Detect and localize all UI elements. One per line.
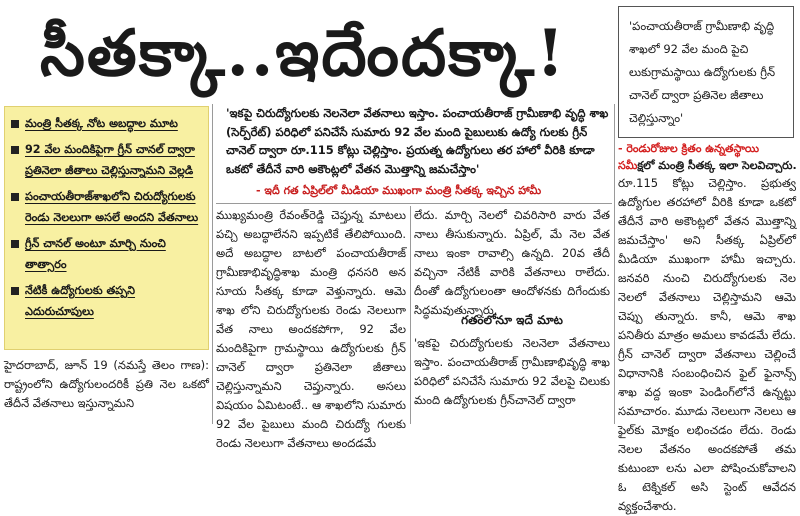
column-divider bbox=[614, 104, 615, 424]
highlight-item bbox=[9, 113, 202, 134]
highlight-item bbox=[9, 233, 202, 275]
intro-quote-text: 'ఇకపై చిరుద్యోగులకు నెలనెలా వేతనాలు ఇస్తాం. పంచాయతీరాజ్ గ్రామీణాభి వృద్ధి శాఖ (సెర్ప్‌రేట్) పరిధిలో పనిచేసే సుమారు 92 వేల మంది పైబులుకు ఉద్యో గులకు గ్రీన్ చానెల్ ద్వారా రూ.115 కోట్లు చెల్లిస్తాం. ప్రయత్న ఉద్యోగులు తర హాలో వీరికి కూడా ఒకటో తేదీనే వారి అకౌంట్లలో వేతన మొత్తాన్ని జమచేస్తాం' bbox=[226, 106, 609, 176]
square-bullet-icon bbox=[11, 240, 19, 248]
pull-quote-caption bbox=[618, 140, 798, 174]
intro-quote bbox=[216, 104, 612, 202]
section-subhead: గతంలోనూ ఇదే మాట bbox=[461, 313, 563, 327]
column-divider bbox=[410, 206, 411, 424]
highlight-text: నేటికీ ఉద్యోగులకు తప్పని ఎదురుచూపులు bbox=[25, 284, 136, 318]
pull-quote-caption-lead: - రెండురోజుల క్రితం ఉన్నతస్థాయి సమీ bbox=[618, 142, 760, 172]
pull-quote-text: 'పంచాయతీరాజ్ గ్రామీణాభి వృద్ధి శాఖలో 92 వేల మంది పైచి లుకుగ్రామస్థాయి ఉద్యోగులకు గ్రీన్ చానెల్ ద్వారా ప్రతినెల జీతాలు చెల్లిస్తున్నాం' bbox=[629, 19, 776, 125]
pull-quote-caption-rest: క్షలో మంత్రి సీతక్క ఇలా సెలవిచ్చారు. bbox=[637, 159, 797, 172]
body-column-1: ముఖ్యమంత్రి రేవంత్‌రెడ్డి చెప్తున్న మాటలు పచ్చి అబద్ధాలేనని ఇప్పటికే తేలిపోయింది. అదే అబద్ధాల బాటలో పంచాయతీరాజ్ గ్రామీణాభివృద్ధిశాఖ మంత్రి ధనసరి అన సూయ సీతక్క కూడా వెళ్తున్నారు. ఆమె శాఖ లోని చిరుద్యోగులకు రెండు నెలలుగా వేత నాలు అందకపోగా, 92 వేల మందికిపైగా గ్రామస్థాయి ఉద్యోగులకు గ్రీన్ చానెల్ ద్వారా ప్రతినెలా జీతాలు చెల్లిస్తున్నామని చెప్తున్నారు. అసలు విషయం ఏమిటంటే.. ఆ శాఖలోని సుమారు 92 వేల పైబులు మంది చిరుద్యో గులకు రెండు నెలలుగా వేతనాలు అందడమే bbox=[216, 208, 406, 450]
headline: సీతక్కా..ఇదేందక్కా! bbox=[40, 16, 567, 91]
highlight-item bbox=[9, 280, 202, 322]
square-bullet-icon bbox=[11, 287, 19, 295]
square-bullet-icon bbox=[11, 193, 19, 201]
body-column-2: లేదు. మార్చి నెలలో చివరిసారి వారు వేత నాలు తీసుకున్నారు. ఏప్రిల్, మే నెల వేత నాలు ఇంకా రావాల్సి ఉన్నది. 20వ తేదీ వచ్చినా నేటికీ వారికి వేతనాలు రాలేదు. దీంతో ఉద్యోగులంతా ఆందోళనకు దిగేందుకు సిద్ధమవుతున్నారు. bbox=[414, 208, 610, 317]
section-divider bbox=[216, 203, 612, 204]
body-column-2-continued: 'ఇకపై చిరుద్యోగులకు నెలనెలా వేతనాలు ఇస్తాం. పంచాయతీరాజ్ గ్రామీణాభివృద్ధి శాఖ పరిధిలో పనిచేసే సుమారు 92 వేలపై చిలుకు మంది ఉద్యోగులకు గ్రీన్‌చానెల్ ద్వారా bbox=[414, 336, 610, 407]
highlight-text: 92 వేల మందికిపైగా గ్రీన్ చానల్ ద్వారా ప్రతినెలా జీతాలు చెల్లిస్తున్నామని వెల్లడి bbox=[25, 143, 195, 177]
highlights-list bbox=[9, 113, 202, 322]
column-divider bbox=[212, 104, 213, 424]
dateline-paragraph: హైదరాబాద్, జూన్ 19 (నమస్తే తెలం గాణ): రాష్ట్రంలోని ఉద్యోగులందరికీ ప్రతి నెల ఒకటో తేదీనే వేతనాలు ఇస్తున్నామని bbox=[4, 358, 209, 410]
highlight-item bbox=[9, 139, 202, 181]
intro-quote-caption: - ఇదీ గత ఏప్రిల్‌లో మీడియా ముఖంగా మంత్రి సీతక్క ఇచ్చిన హామీ bbox=[256, 184, 542, 197]
highlight-text: మంత్రి సీతక్క నోట అబద్ధాల మూట bbox=[25, 117, 178, 130]
highlight-item bbox=[9, 186, 202, 228]
pull-quote-box bbox=[618, 6, 794, 138]
highlight-text: పంచాయతీరాజ్‌శాఖలోని చిరుద్యోగులకు రెండు నెలలుగా అసలే అందని వేతనాలు bbox=[25, 190, 199, 224]
highlights-box bbox=[4, 106, 209, 350]
square-bullet-icon bbox=[11, 146, 19, 154]
square-bullet-icon bbox=[11, 120, 19, 128]
highlight-text: గ్రీన్ చానల్ అంటూ మార్చి నుంచి తాత్సారం bbox=[25, 237, 166, 271]
body-column-3: రూ.115 కోట్లు చెల్లిస్తాం. ప్రభుత్వ ఉద్యోగుల తరహాలో వీరికి కూడా ఒకటో తేదీనే వారి అకౌంట్లలో వేతన మొత్తాన్ని జమచేస్తాం' అని సీతక్క ఏప్రిల్‌లో మీడియా ముఖంగా హామీ ఇచ్చారు. జనవరి నుంచి చిరుద్యోగులకు నెల నెలలో వేతనాలు చెల్లిస్తామని ఆమె చెప్పు తున్నారు. కానీ, ఆమె శాఖ పనితీరు మాత్రం అమలు కావడమే లేదు. గ్రీన్ చానెల్ ద్వారా వేతనాలు చెల్లించే విధానానికి సంబంధించిన ఫైల్ ఫైనాన్స్ శాఖ వద్ద ఇంకా పెండింగ్‌లోనే ఉన్నట్టు సమాచారం. మూడు నెలలుగా నెలలు ఆ ఫైల్‌కు మోక్షం లభించడం లేదు. రెండు నెలల వేతనం అందకపోతే తమ కుటుంబా లను ఎలా పోషించుకోవాలని ఓ టెక్నికల్ అసి స్టెంట్ ఆవేదన వ్యక్తంచేశారు. bbox=[618, 176, 796, 513]
